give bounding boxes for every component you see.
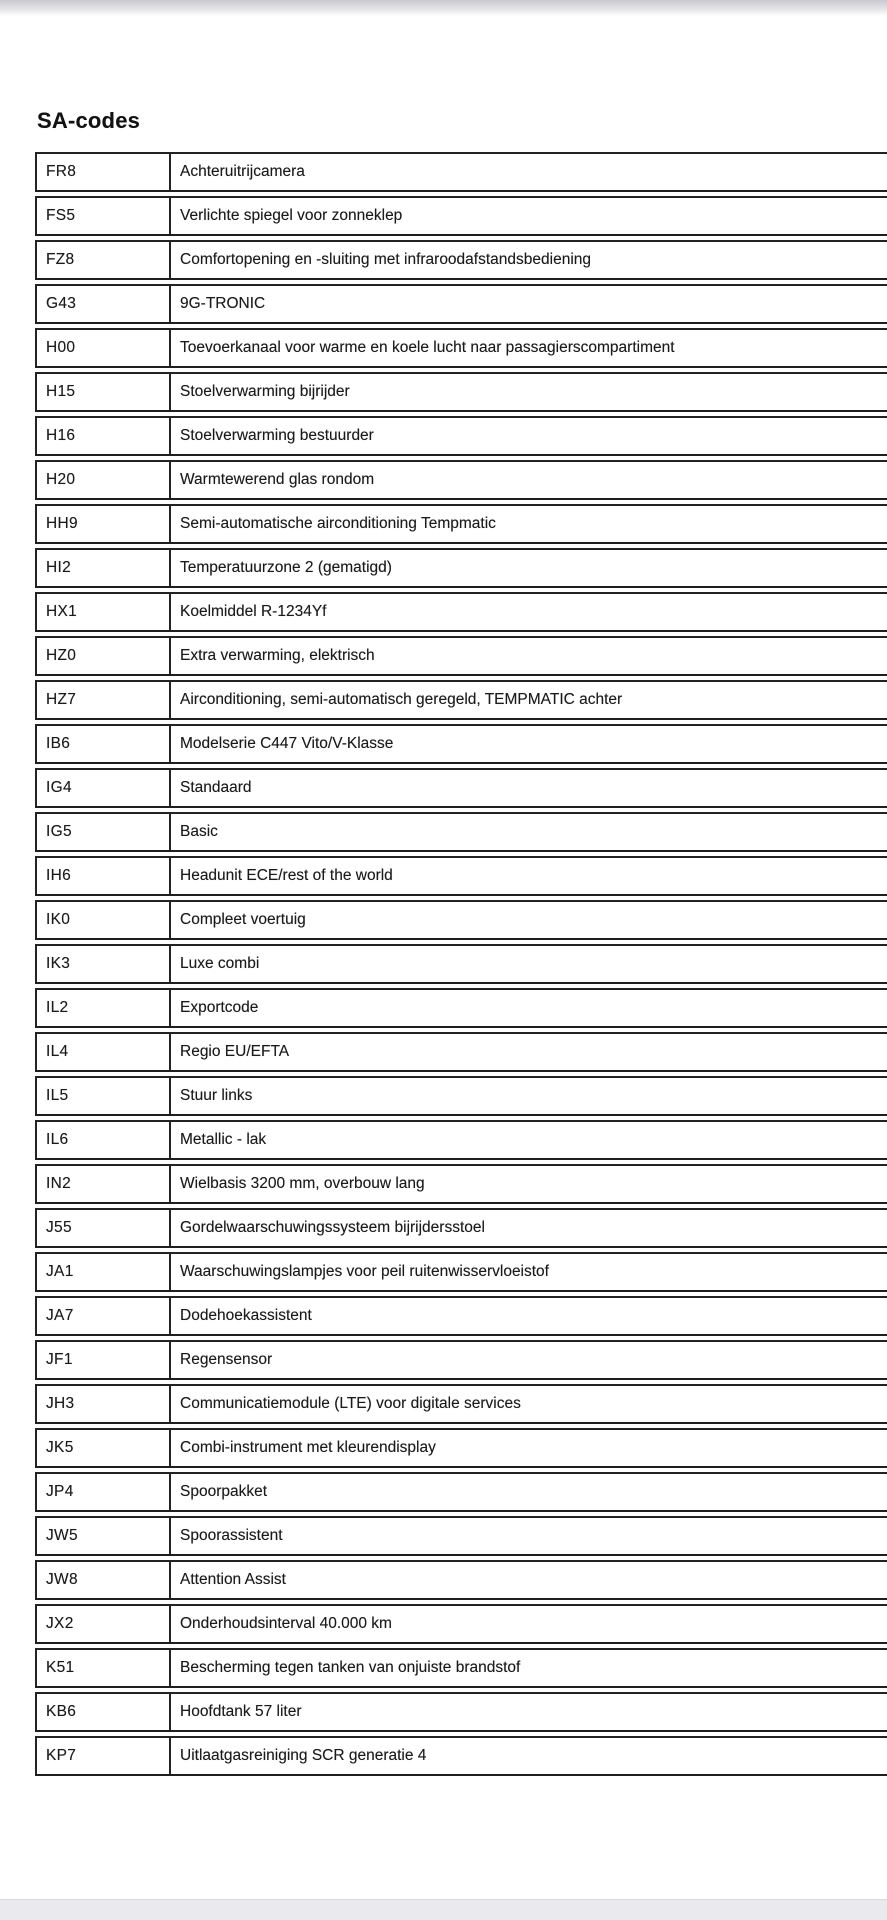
sa-description-cell: Compleet voertuig [180,911,306,928]
sa-description-cell: Onderhoudsinterval 40.000 km [180,1615,392,1632]
sa-description-cell: Warmtewerend glas rondom [180,471,375,488]
sa-code-cell: IB6 [35,726,171,762]
sa-code-cell: IH6 [35,858,171,894]
sa-code-cell: JA1 [35,1254,171,1290]
sa-description-cell: Regio EU/EFTA [180,1043,290,1060]
sa-code-cell: H15 [35,374,171,410]
table-row [35,988,887,1028]
table-row [35,1692,887,1732]
sa-code-cell: FZ8 [35,242,171,278]
table-row [35,1516,887,1556]
sa-code-cell: JF1 [35,1342,171,1378]
viewer-bottom-edge [0,1899,887,1920]
sa-description-cell: Gordelwaarschuwingssysteem bijrijdersstoel [180,1219,485,1236]
table-row [35,768,887,808]
sa-code-cell: H20 [35,462,171,498]
sa-codes-table [35,152,887,1780]
page-title: SA-codes [37,108,141,133]
sa-description-cell: Attention Assist [180,1571,286,1588]
table-row [35,1120,887,1160]
table-row [35,900,887,940]
table-row [35,1428,887,1468]
sa-code-cell: IK3 [35,946,171,982]
sa-description-cell: Wielbasis 3200 mm, overbouw lang [180,1175,425,1192]
sa-code-cell: G43 [35,286,171,322]
sa-code-cell: KB6 [35,1694,171,1730]
sa-code-cell: IG4 [35,770,171,806]
table-row [35,548,887,588]
table-row [35,1736,887,1776]
sa-code-cell: K51 [35,1650,171,1686]
table-row [35,1296,887,1336]
table-row [35,460,887,500]
sa-description-cell: 9G-TRONIC [180,295,266,312]
sa-description-cell: Verlichte spiegel voor zonneklep [180,207,403,224]
sa-code-cell: IK0 [35,902,171,938]
sa-description-cell: Extra verwarming, elektrisch [180,647,375,664]
table-row [35,1164,887,1204]
sa-description-cell: Uitlaatgasreiniging SCR generatie 4 [180,1747,427,1764]
sa-description-cell: Exportcode [180,999,259,1016]
table-row [35,372,887,412]
sa-description-cell: Temperatuurzone 2 (gematigd) [180,559,392,576]
table-row [35,1076,887,1116]
table-row [35,1604,887,1644]
sa-code-cell: FS5 [35,198,171,234]
sa-description-cell: Semi-automatische airconditioning Tempmatic [180,515,496,532]
sa-code-cell: FR8 [35,154,171,190]
table-row [35,1340,887,1380]
table-row [35,1252,887,1292]
sa-code-cell: JW8 [35,1562,171,1598]
sa-code-cell: JX2 [35,1606,171,1642]
sa-code-cell: JW5 [35,1518,171,1554]
table-row [35,284,887,324]
table-row [35,416,887,456]
sa-description-cell: Airconditioning, semi-automatisch geregeld, TEMPMATIC achter [180,691,623,708]
sa-code-cell: HZ0 [35,638,171,674]
table-row [35,1384,887,1424]
sa-code-cell: JK5 [35,1430,171,1466]
sa-description-cell: Communicatiemodule (LTE) voor digitale services [180,1395,521,1412]
sa-description-cell: Spoorassistent [180,1527,283,1544]
sa-code-cell: HX1 [35,594,171,630]
sa-code-cell: JH3 [35,1386,171,1422]
table-row [35,680,887,720]
sa-code-cell: HI2 [35,550,171,586]
sa-code-cell: JA7 [35,1298,171,1334]
sa-description-cell: Metallic - lak [180,1131,267,1148]
sa-description-cell: Dodehoekassistent [180,1307,312,1324]
sa-code-cell: IN2 [35,1166,171,1202]
sa-codes-table-rows [35,152,887,1776]
table-row [35,636,887,676]
sa-code-cell: HH9 [35,506,171,542]
sa-description-cell: Achteruitrijcamera [180,163,305,180]
sa-description-cell: Stuur links [180,1087,253,1104]
sa-description-cell: Waarschuwingslampjes voor peil ruitenwisservloeistof [180,1263,549,1280]
table-row [35,196,887,236]
sa-description-cell: Luxe combi [180,955,260,972]
table-row [35,240,887,280]
sa-description-cell: Modelserie C447 Vito/V-Klasse [180,735,394,752]
table-row [35,592,887,632]
sa-description-cell: Standaard [180,779,252,796]
sa-code-cell: H00 [35,330,171,366]
sa-description-cell: Hoofdtank 57 liter [180,1703,302,1720]
table-row [35,1472,887,1512]
sa-code-cell: J55 [35,1210,171,1246]
sa-code-cell: HZ7 [35,682,171,718]
sa-code-cell: KP7 [35,1738,171,1774]
sa-description-cell: Koelmiddel R-1234Yf [180,603,327,620]
table-row [35,152,887,192]
sa-description-cell: Stoelverwarming bestuurder [180,427,374,444]
sa-description-cell: Spoorpakket [180,1483,268,1500]
sa-description-cell: Bescherming tegen tanken van onjuiste brandstof [180,1659,521,1676]
table-row [35,812,887,852]
table-row [35,724,887,764]
sa-code-cell: IL6 [35,1122,171,1158]
sa-code-cell: H16 [35,418,171,454]
viewer-top-edge [0,0,887,16]
sa-code-cell: IG5 [35,814,171,850]
sa-description-cell: Regensensor [180,1351,273,1368]
sa-description-cell: Headunit ECE/rest of the world [180,867,393,884]
table-row [35,856,887,896]
sa-code-cell: IL4 [35,1034,171,1070]
table-row [35,328,887,368]
table-row [35,1560,887,1600]
table-row [35,1648,887,1688]
sa-description-cell: Comfortopening en -sluiting met infraroodafstandsbediening [180,251,591,268]
sa-code-cell: JP4 [35,1474,171,1510]
table-row [35,1208,887,1248]
sa-code-cell: IL5 [35,1078,171,1114]
sa-description-cell: Toevoerkanaal voor warme en koele lucht naar passagierscompartiment [180,339,675,356]
sa-code-cell: IL2 [35,990,171,1026]
sa-description-cell: Combi-instrument met kleurendisplay [180,1439,436,1456]
sa-description-cell: Basic [180,823,218,840]
table-row [35,504,887,544]
sa-description-cell: Stoelverwarming bijrijder [180,383,350,400]
table-row [35,1032,887,1072]
table-row [35,944,887,984]
